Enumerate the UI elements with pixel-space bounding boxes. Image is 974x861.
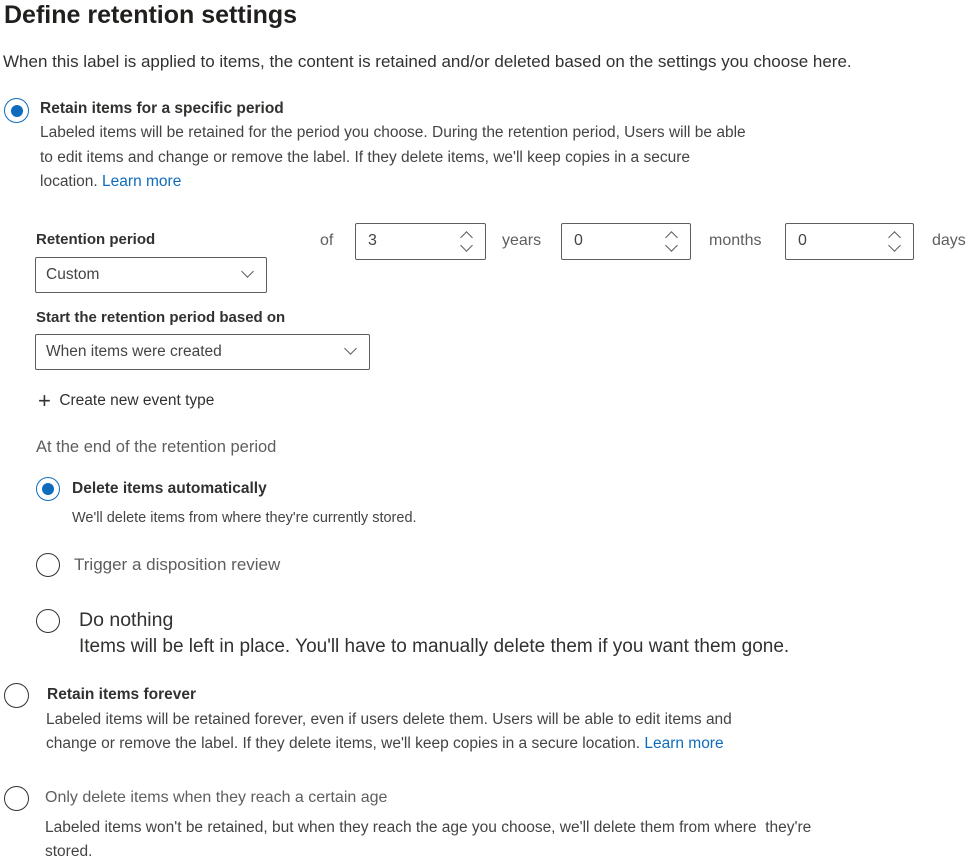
only-delete-radio[interactable] [4,786,29,811]
delete-auto-radio[interactable] [36,477,60,501]
intro-text: When this label is applied to items, the content is retained and/or deleted based on the settings you choose here. [3,52,852,71]
days-value: 0 [798,232,807,249]
up-down-arrows-icon[interactable] [457,227,477,257]
start-based-on-dropdown-value: When items were created [46,343,222,360]
page-title: Define retention settings [4,1,298,29]
create-event-type-button[interactable] [38,388,214,414]
retain-period-desc-1: Labeled items will be retained for the period you choose. During the retention period, Users will be able [40,124,746,141]
chevron-down-icon [344,342,357,355]
only-delete-label: Only delete items when they reach a certain age [45,789,388,806]
retain-forever-learn-more-link[interactable]: Learn more [644,735,724,752]
retain-forever-desc-2 [46,732,724,756]
delete-auto-label: Delete items automatically [72,480,267,497]
do-nothing-radio[interactable] [36,609,60,633]
retain-period-radio[interactable] [4,98,29,123]
disposition-review-radio[interactable] [36,553,60,577]
disposition-review-label: Trigger a disposition review [74,555,281,574]
do-nothing-desc: Items will be left in place. You'll have to manually delete them if you want them gone. [79,636,790,657]
delete-auto-desc: We'll delete items from where they're currently stored. [72,510,417,526]
do-nothing-label: Do nothing [79,609,174,631]
retain-period-learn-more-link[interactable]: Learn more [102,173,182,190]
retain-period-desc-2: to edit items and change or remove the label. If they delete items, we'll keep copies in a secure [40,149,691,166]
start-based-on-label: Start the retention period based on [36,309,286,326]
create-event-type-label: Create new event type [59,392,215,409]
months-stepper[interactable] [561,223,691,260]
days-label: days [932,232,966,249]
retention-period-dropdown-value: Custom [46,266,100,283]
plus-icon: + [38,388,51,413]
only-delete-desc-1: Labeled items won't be retained, but when they reach the age you choose, we'll delete them from where they're [45,819,812,836]
years-label: years [502,232,542,249]
chevron-down-icon [241,265,254,278]
retention-period-label: Retention period [36,231,156,248]
years-stepper[interactable] [355,223,486,260]
months-value: 0 [574,232,583,249]
of-label: of [320,232,334,249]
years-value: 3 [368,232,377,249]
up-down-arrows-icon[interactable] [662,227,682,257]
retention-period-dropdown[interactable] [35,257,267,293]
months-label: months [709,232,762,249]
only-delete-desc-2: stored. [45,843,93,860]
start-based-on-dropdown[interactable] [35,334,370,370]
retain-period-desc-3 [40,170,181,194]
retain-forever-label: Retain items forever [47,686,197,703]
retain-period-desc-3-text: location. [40,173,98,190]
retain-forever-desc-2-text: change or remove the label. If they delete items, we'll keep copies in a secure location. [46,735,641,752]
retain-forever-desc-1: Labeled items will be retained forever, even if users delete them. Users will be able to edit items and [46,711,732,728]
end-of-period-heading: At the end of the retention period [36,438,277,456]
up-down-arrows-icon[interactable] [885,227,905,257]
retain-period-label: Retain items for a specific period [40,100,284,117]
days-stepper[interactable] [785,223,914,260]
retain-forever-radio[interactable] [4,683,29,708]
